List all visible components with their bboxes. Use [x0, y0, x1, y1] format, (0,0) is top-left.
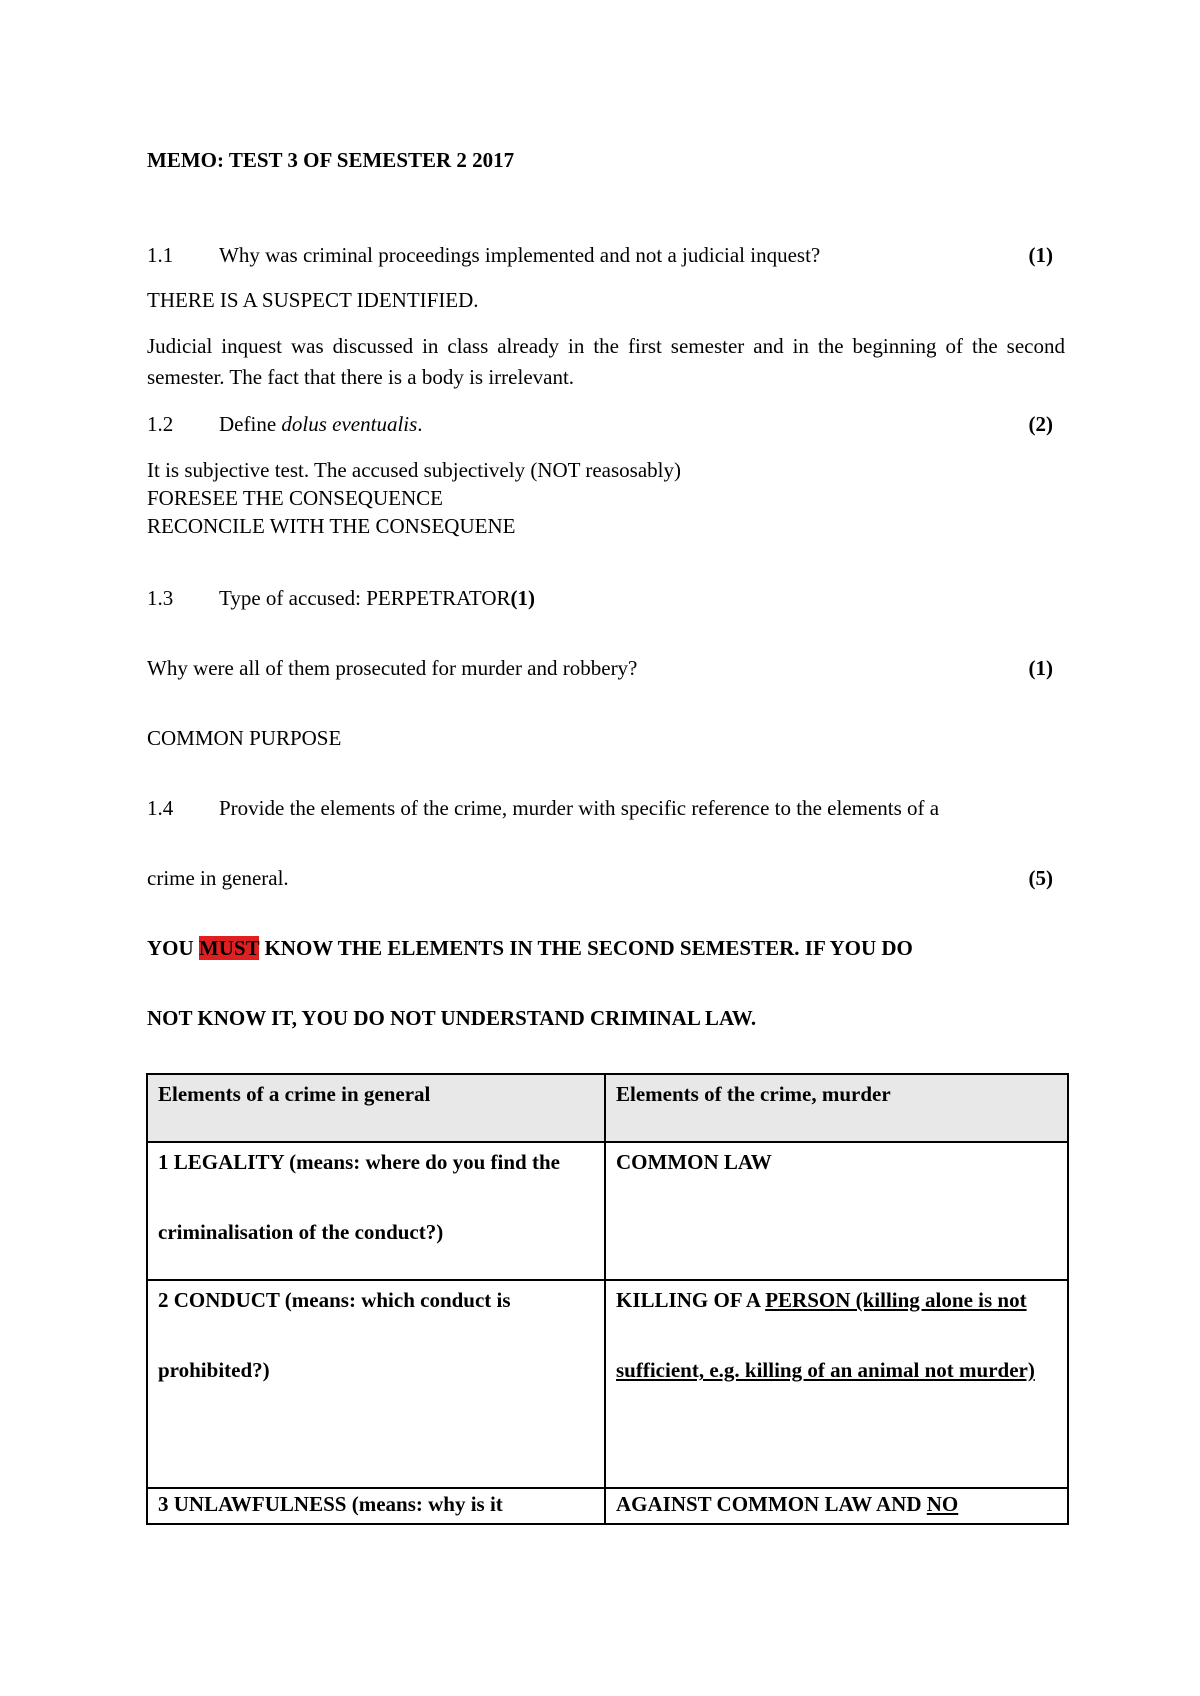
table-cell-murder: KILLING OF A PERSON (killing alone is not sufficient, e.g. killing of an animal not murder) [605, 1280, 1068, 1488]
question-1-2-text: Define dolus eventualis. [219, 412, 423, 436]
table-cell-general: 3 UNLAWFULNESS (means: why is it [147, 1488, 605, 1524]
question-1-4-marks: (5) [1028, 866, 1053, 890]
answer-1-2-line-3: RECONCILE WITH THE CONSEQUENE [147, 514, 516, 538]
must-highlight: MUST [198, 936, 260, 960]
table-header-murder: Elements of the crime, murder [605, 1074, 1068, 1142]
warning-line-1: YOU MUST KNOW THE ELEMENTS IN THE SECOND SEMESTER. IF YOU DO [147, 936, 913, 960]
question-1-3-marks: (1) [510, 586, 536, 610]
question-1-3-text: Type of accused: PERPETRATOR(1) [219, 586, 536, 610]
table-cell-general: 2 CONDUCT (means: which conduct is prohibited?) [147, 1280, 605, 1488]
answer-1-2-line-1: It is subjective test. The accused subjectively (NOT reasosably) [147, 458, 681, 482]
table-cell-murder: AGAINST COMMON LAW AND NO [605, 1488, 1068, 1524]
table-row [147, 1280, 1068, 1488]
question-1-4-line-1: Provide the elements of the crime, murder with specific reference to the elements of a [219, 796, 940, 820]
warning-line-2: NOT KNOW IT, YOU DO NOT UNDERSTAND CRIMINAL LAW. [147, 1006, 757, 1030]
question-number-1-1: 1.1 [147, 243, 174, 267]
question-number-1-4: 1.4 [147, 796, 174, 820]
elements-table [146, 1073, 1069, 1525]
table-cell-murder: COMMON LAW [605, 1142, 1068, 1280]
question-1-1-marks: (1) [1028, 243, 1053, 267]
table-row [147, 1142, 1068, 1280]
question-1-4-line-2: crime in general. [147, 866, 289, 890]
answer-1-3: COMMON PURPOSE [147, 726, 342, 750]
answer-1-1-note: Judicial inquest was discussed in class already in the first semester and in the beginning of the second semester. The fact that there is a body is irrelevant. [147, 334, 1065, 389]
question-1-2-marks: (2) [1028, 412, 1053, 436]
table-cell-general: 1 LEGALITY (means: where do you find the criminalisation of the conduct?) [147, 1142, 605, 1280]
question-1-2-term: dolus eventualis [281, 412, 418, 436]
table-row [147, 1488, 1068, 1524]
question-1-3-sub-marks: (1) [1028, 656, 1053, 680]
page-title: MEMO: TEST 3 OF SEMESTER 2 2017 [147, 148, 515, 172]
question-number-1-3: 1.3 [147, 586, 174, 610]
question-1-3-sub: Why were all of them prosecuted for murder and robbery? [147, 656, 638, 680]
answer-1-1: THERE IS A SUSPECT IDENTIFIED. [147, 288, 479, 312]
question-1-1-text: Why was criminal proceedings implemented and not a judicial inquest? [219, 243, 821, 267]
answer-1-2-line-2: FORESEE THE CONSEQUENCE [147, 486, 443, 510]
table-header-general: Elements of a crime in general [147, 1074, 605, 1142]
question-number-1-2: 1.2 [147, 412, 174, 436]
